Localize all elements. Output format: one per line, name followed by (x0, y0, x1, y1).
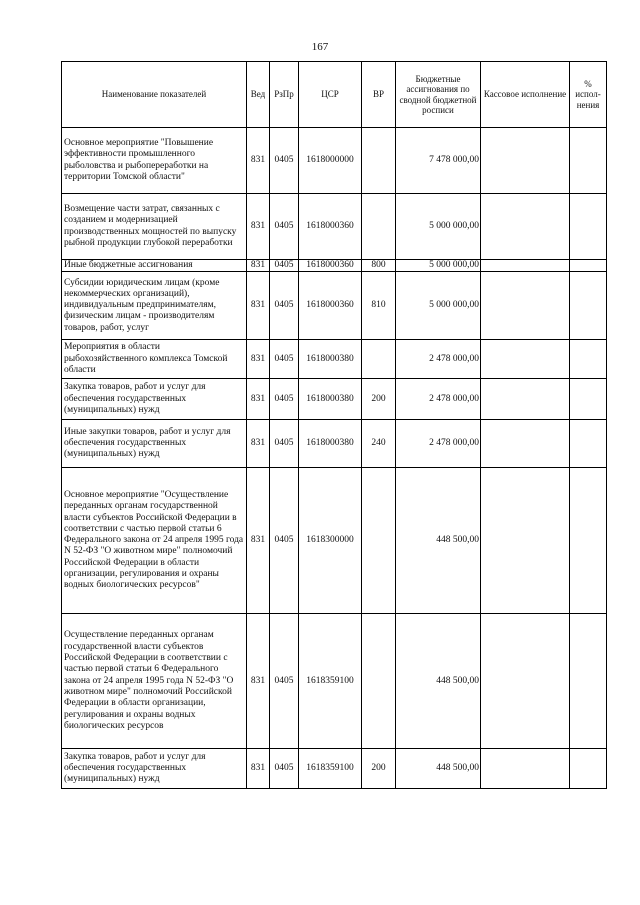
row-budget: 5 000 000,00 (396, 272, 481, 340)
table-header-row (62, 62, 607, 128)
row-csr: 1618000380 (299, 420, 362, 468)
row-name: Основное мероприятие "Повышение эффективности промышленного рыболовства и рыбопереработки на территории Томской области" (62, 128, 247, 194)
header-csr: ЦСР (299, 62, 362, 128)
row-percent (570, 340, 607, 379)
row-cash (481, 468, 570, 614)
row-name: Иные закупки товаров, работ и услуг для обеспечения государственных (муниципальных) нужд (62, 420, 247, 468)
header-rzpr: РзПр (270, 62, 299, 128)
row-vr (362, 468, 396, 614)
row-ved: 831 (247, 128, 270, 194)
table-row (62, 272, 607, 340)
row-budget: 2 478 000,00 (396, 420, 481, 468)
row-vr (362, 614, 396, 749)
table-row (62, 614, 607, 749)
row-cash (481, 379, 570, 420)
row-name: Возмещение части затрат, связанных с созданием и модернизацией производственных мощностей по выпуску рыбной продукции глубокой переработки (62, 194, 247, 260)
row-rzpr: 0405 (270, 749, 299, 789)
row-budget: 5 000 000,00 (396, 194, 481, 260)
header-name: Наименование показателей (62, 62, 247, 128)
row-vr (362, 340, 396, 379)
table-row (62, 379, 607, 420)
row-name: Иные бюджетные ассигнования (62, 260, 247, 272)
row-budget: 448 500,00 (396, 614, 481, 749)
row-csr: 1618000360 (299, 194, 362, 260)
row-cash (481, 194, 570, 260)
row-rzpr: 0405 (270, 420, 299, 468)
row-csr: 1618000360 (299, 260, 362, 272)
row-vr: 200 (362, 379, 396, 420)
row-rzpr: 0405 (270, 468, 299, 614)
row-vr: 810 (362, 272, 396, 340)
row-cash (481, 749, 570, 789)
row-cash (481, 420, 570, 468)
row-cash (481, 260, 570, 272)
row-ved: 831 (247, 260, 270, 272)
row-csr: 1618000000 (299, 128, 362, 194)
row-percent (570, 379, 607, 420)
row-ved: 831 (247, 272, 270, 340)
table-row (62, 194, 607, 260)
row-csr: 1618300000 (299, 468, 362, 614)
header-budget: Бюджетные ассигнования по сводной бюджетной росписи (396, 62, 481, 128)
row-vr: 240 (362, 420, 396, 468)
row-percent (570, 749, 607, 789)
row-csr: 1618000360 (299, 272, 362, 340)
row-ved: 831 (247, 614, 270, 749)
row-cash (481, 614, 570, 749)
row-rzpr: 0405 (270, 379, 299, 420)
budget-table (61, 61, 607, 789)
row-ved: 831 (247, 749, 270, 789)
row-rzpr: 0405 (270, 340, 299, 379)
row-budget: 448 500,00 (396, 468, 481, 614)
header-percent: % испол-нения (570, 62, 607, 128)
row-name: Закупка товаров, работ и услуг для обеспечения государственных (муниципальных) нужд (62, 379, 247, 420)
row-name: Закупка товаров, работ и услуг для обеспечения государственных (муниципальных) нужд (62, 749, 247, 789)
row-rzpr: 0405 (270, 128, 299, 194)
row-ved: 831 (247, 468, 270, 614)
row-name: Мероприятия в области рыбохозяйственного комплекса Томской области (62, 340, 247, 379)
table-row (62, 128, 607, 194)
table-row (62, 468, 607, 614)
row-budget: 2 478 000,00 (396, 340, 481, 379)
row-vr: 800 (362, 260, 396, 272)
row-percent (570, 614, 607, 749)
row-vr (362, 128, 396, 194)
row-name: Субсидии юридическим лицам (кроме некоммерческих организаций), индивидуальным предпринимателям, физическим лицам - производителям товаров, работ, услуг (62, 272, 247, 340)
row-rzpr: 0405 (270, 614, 299, 749)
row-vr: 200 (362, 749, 396, 789)
row-cash (481, 272, 570, 340)
row-csr: 1618000380 (299, 379, 362, 420)
row-percent (570, 420, 607, 468)
row-cash (481, 340, 570, 379)
row-vr (362, 194, 396, 260)
row-ved: 831 (247, 340, 270, 379)
row-percent (570, 194, 607, 260)
row-cash (481, 128, 570, 194)
row-percent (570, 128, 607, 194)
table-row (62, 749, 607, 789)
table-row (62, 420, 607, 468)
header-vr: ВР (362, 62, 396, 128)
row-budget: 448 500,00 (396, 749, 481, 789)
row-percent (570, 468, 607, 614)
header-cash: Кассовое исполнение (481, 62, 570, 128)
row-ved: 831 (247, 379, 270, 420)
row-ved: 831 (247, 420, 270, 468)
row-csr: 1618359100 (299, 749, 362, 789)
row-rzpr: 0405 (270, 260, 299, 272)
page-number: 167 (311, 41, 329, 53)
row-budget: 7 478 000,00 (396, 128, 481, 194)
row-percent (570, 260, 607, 272)
row-budget: 5 000 000,00 (396, 260, 481, 272)
header-ved: Вед (247, 62, 270, 128)
row-rzpr: 0405 (270, 272, 299, 340)
row-percent (570, 272, 607, 340)
table-row (62, 260, 607, 272)
row-rzpr: 0405 (270, 194, 299, 260)
row-csr: 1618000380 (299, 340, 362, 379)
row-csr: 1618359100 (299, 614, 362, 749)
row-ved: 831 (247, 194, 270, 260)
table-row (62, 340, 607, 379)
row-budget: 2 478 000,00 (396, 379, 481, 420)
row-name: Основное мероприятие "Осуществление переданных органам государственной власти субъектов Российской Федерации в соответствии с частью первой статьи 6 Федерального закона от 24 апреля 1995 года N 52-ФЗ "О животном мире" полномочий Российской Федерации в области организации, регулирования и охраны водных биологических ресурсов" (62, 468, 247, 614)
row-name: Осуществление переданных органам государственной власти субъектов Российской Федерации в соответствии с частью первой статьи 6 Федерального закона от 24 апреля 1995 года N 52-ФЗ "О животном мире" полномочий Российской Федерации в области организации, регулирования и охраны водных биологических ресурсов (62, 614, 247, 749)
